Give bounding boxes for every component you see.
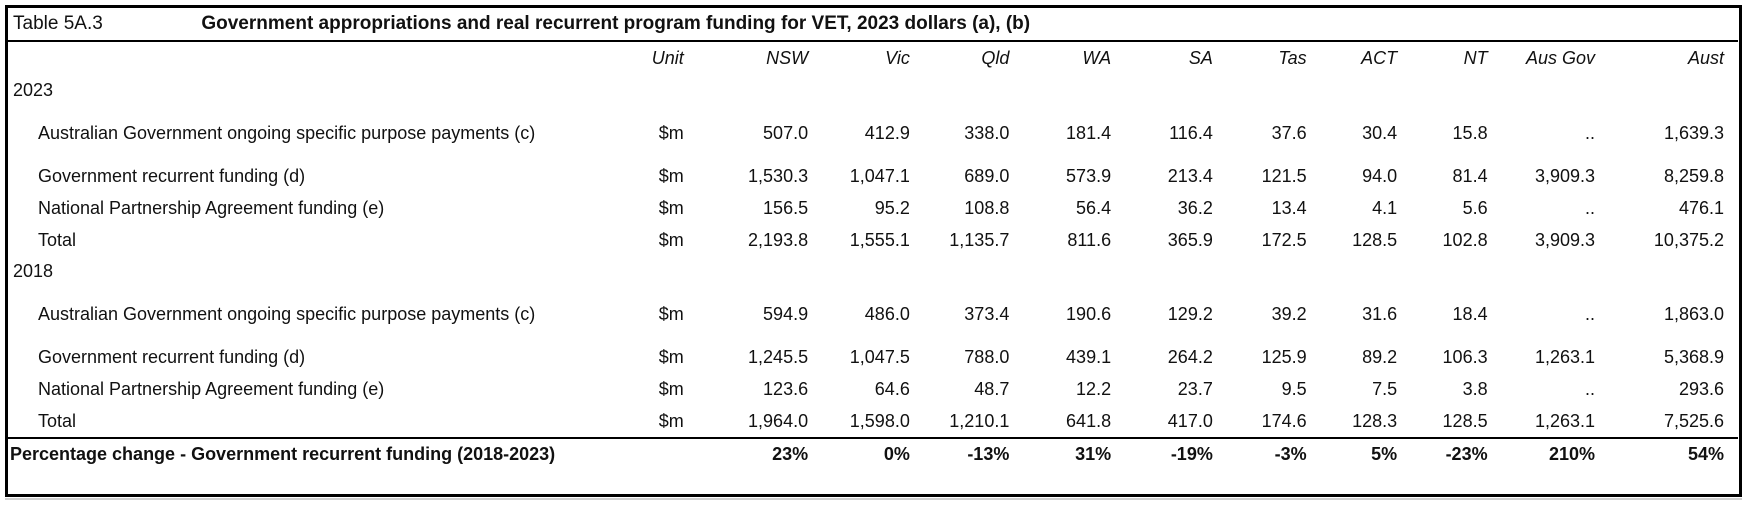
value-cell: 8,259.8 bbox=[1663, 165, 1724, 186]
value-cell: 39.2 bbox=[1271, 303, 1307, 324]
percentage-cell: -23% bbox=[1411, 438, 1501, 469]
year-label: 2023 bbox=[13, 80, 54, 100]
value-cell: 486.0 bbox=[864, 303, 910, 324]
value-cell: 172.5 bbox=[1261, 229, 1307, 250]
percentage-cell: -13% bbox=[924, 438, 1024, 469]
table-row bbox=[8, 224, 1738, 256]
percentage-cell: 0% bbox=[822, 438, 924, 469]
value-cell: 18.4 bbox=[1452, 303, 1488, 324]
value-cell: 31.6 bbox=[1362, 303, 1398, 324]
value-cell: 788.0 bbox=[964, 346, 1010, 367]
value-cell: 94.0 bbox=[1362, 165, 1398, 186]
value-cell: .. bbox=[1584, 122, 1595, 143]
unit-cell: $m bbox=[658, 303, 684, 324]
value-cell: 689.0 bbox=[964, 165, 1010, 186]
value-cell: 2,193.8 bbox=[748, 229, 809, 250]
value-cell: 7,525.6 bbox=[1663, 410, 1724, 431]
value-cell: 37.6 bbox=[1271, 122, 1307, 143]
column-header: NSW bbox=[766, 48, 809, 68]
value-cell: 264.2 bbox=[1167, 346, 1213, 367]
table-row bbox=[8, 287, 1738, 341]
value-cell: 95.2 bbox=[874, 197, 910, 218]
value-cell: .. bbox=[1584, 378, 1595, 399]
value-cell: 5,368.9 bbox=[1663, 346, 1724, 367]
value-cell: .. bbox=[1584, 303, 1595, 324]
value-cell: 1,135.7 bbox=[949, 229, 1010, 250]
value-cell: 1,263.1 bbox=[1534, 346, 1595, 367]
table-row bbox=[8, 192, 1738, 224]
value-cell: 7.5 bbox=[1372, 378, 1398, 399]
column-header: SA bbox=[1188, 48, 1213, 68]
value-cell: 365.9 bbox=[1167, 229, 1213, 250]
value-cell: 811.6 bbox=[1067, 229, 1112, 250]
column-header: NT bbox=[1463, 48, 1488, 68]
value-cell: 1,047.1 bbox=[849, 165, 910, 186]
value-cell: 373.4 bbox=[964, 303, 1010, 324]
value-cell: 30.4 bbox=[1362, 122, 1398, 143]
value-cell: 1,210.1 bbox=[949, 410, 1010, 431]
percentage-cell: 31% bbox=[1023, 438, 1125, 469]
percentage-change-row bbox=[8, 438, 1738, 469]
percentage-cell: 5% bbox=[1321, 438, 1411, 469]
row-label: Total bbox=[38, 410, 77, 431]
value-cell: 36.2 bbox=[1177, 197, 1213, 218]
value-cell: 12.2 bbox=[1076, 378, 1112, 399]
table-row bbox=[8, 341, 1738, 373]
row-label: Total bbox=[38, 229, 77, 250]
percentage-cell: -3% bbox=[1227, 438, 1321, 469]
value-cell: 1,530.3 bbox=[748, 165, 809, 186]
value-cell: 48.7 bbox=[974, 378, 1010, 399]
row-label: National Partnership Agreement funding (e) bbox=[38, 378, 385, 399]
value-cell: 128.5 bbox=[1442, 410, 1488, 431]
value-cell: 1,598.0 bbox=[849, 410, 910, 431]
value-cell: 338.0 bbox=[964, 122, 1010, 143]
value-cell: 174.6 bbox=[1261, 410, 1307, 431]
value-cell: 108.8 bbox=[964, 197, 1010, 218]
row-label: National Partnership Agreement funding (e) bbox=[38, 197, 385, 218]
value-cell: 89.2 bbox=[1362, 346, 1398, 367]
percentage-cell: 54% bbox=[1609, 438, 1738, 469]
unit-cell: $m bbox=[658, 229, 684, 250]
column-header: Unit bbox=[651, 48, 684, 68]
value-cell: 573.9 bbox=[1066, 165, 1112, 186]
column-header: Tas bbox=[1278, 48, 1307, 68]
value-cell: 4.1 bbox=[1372, 197, 1398, 218]
unit-cell: $m bbox=[658, 378, 684, 399]
column-header: Vic bbox=[885, 48, 910, 68]
table-row bbox=[8, 106, 1738, 160]
row-label: Government recurrent funding (d) bbox=[38, 165, 306, 186]
value-cell: 56.4 bbox=[1076, 197, 1112, 218]
value-cell: 9.5 bbox=[1281, 378, 1307, 399]
value-cell: 5.6 bbox=[1462, 197, 1488, 218]
value-cell: 23.7 bbox=[1177, 378, 1213, 399]
value-cell: 1,964.0 bbox=[748, 410, 809, 431]
data-table bbox=[8, 8, 1738, 469]
row-label: Australian Government ongoing specific purpose payments (c) bbox=[38, 303, 536, 324]
column-header: Qld bbox=[981, 48, 1010, 68]
column-header: Aus Gov bbox=[1525, 48, 1595, 68]
value-cell: 128.3 bbox=[1352, 410, 1398, 431]
table-label: Table 5A.3 bbox=[13, 13, 103, 34]
value-cell: 3.8 bbox=[1462, 378, 1488, 399]
value-cell: 13.4 bbox=[1271, 197, 1307, 218]
table-row bbox=[8, 405, 1738, 438]
unit-cell: $m bbox=[658, 197, 684, 218]
percentage-change-label: Percentage change - Government recurrent funding (2018-2023) bbox=[8, 438, 698, 469]
table-title: Government appropriations and real recurrent program funding for VET, 2023 dollars (a), (b) bbox=[201, 13, 1031, 34]
value-cell: 417.0 bbox=[1167, 410, 1213, 431]
unit-cell: $m bbox=[658, 346, 684, 367]
year-row bbox=[8, 256, 1738, 287]
value-cell: 293.6 bbox=[1678, 378, 1724, 399]
value-cell: 1,555.1 bbox=[849, 229, 910, 250]
table-row bbox=[8, 160, 1738, 192]
divider bbox=[5, 498, 1742, 500]
value-cell: .. bbox=[1584, 197, 1595, 218]
value-cell: 1,863.0 bbox=[1663, 303, 1724, 324]
value-cell: 181.4 bbox=[1066, 122, 1112, 143]
value-cell: 106.3 bbox=[1442, 346, 1488, 367]
value-cell: 1,263.1 bbox=[1534, 410, 1595, 431]
header-row bbox=[8, 41, 1738, 75]
value-cell: 439.1 bbox=[1066, 346, 1112, 367]
unit-cell: $m bbox=[658, 165, 684, 186]
row-label: Australian Government ongoing specific purpose payments (c) bbox=[38, 122, 536, 143]
value-cell: 190.6 bbox=[1066, 303, 1112, 324]
unit-cell: $m bbox=[658, 410, 684, 431]
unit-cell: $m bbox=[658, 122, 684, 143]
percentage-cell: 210% bbox=[1502, 438, 1609, 469]
value-cell: 81.4 bbox=[1452, 165, 1488, 186]
value-cell: 476.1 bbox=[1678, 197, 1724, 218]
header-empty bbox=[8, 41, 619, 75]
value-cell: 10,375.2 bbox=[1653, 229, 1724, 250]
value-cell: 1,047.5 bbox=[849, 346, 910, 367]
value-cell: 121.5 bbox=[1261, 165, 1307, 186]
column-header: ACT bbox=[1361, 48, 1398, 68]
table-row bbox=[8, 373, 1738, 405]
value-cell: 15.8 bbox=[1452, 122, 1488, 143]
year-label: 2018 bbox=[13, 261, 54, 281]
value-cell: 129.2 bbox=[1167, 303, 1213, 324]
year-row bbox=[8, 75, 1738, 106]
value-cell: 1,639.3 bbox=[1663, 122, 1724, 143]
row-label: Government recurrent funding (d) bbox=[38, 346, 306, 367]
value-cell: 507.0 bbox=[763, 122, 809, 143]
value-cell: 64.6 bbox=[874, 378, 910, 399]
value-cell: 641.8 bbox=[1066, 410, 1112, 431]
percentage-cell: 23% bbox=[698, 438, 822, 469]
value-cell: 102.8 bbox=[1442, 229, 1488, 250]
value-cell: 156.5 bbox=[763, 197, 809, 218]
value-cell: 128.5 bbox=[1352, 229, 1398, 250]
value-cell: 412.9 bbox=[864, 122, 910, 143]
value-cell: 3,909.3 bbox=[1534, 165, 1595, 186]
title-cell bbox=[8, 8, 1738, 41]
value-cell: 594.9 bbox=[763, 303, 809, 324]
column-header: Aust bbox=[1687, 48, 1724, 68]
title-row bbox=[8, 8, 1738, 41]
column-header: WA bbox=[1082, 48, 1112, 68]
value-cell: 123.6 bbox=[763, 378, 809, 399]
value-cell: 3,909.3 bbox=[1534, 229, 1595, 250]
value-cell: 213.4 bbox=[1167, 165, 1213, 186]
value-cell: 116.4 bbox=[1169, 122, 1213, 143]
value-cell: 1,245.5 bbox=[748, 346, 809, 367]
value-cell: 125.9 bbox=[1261, 346, 1307, 367]
percentage-cell: -19% bbox=[1125, 438, 1227, 469]
